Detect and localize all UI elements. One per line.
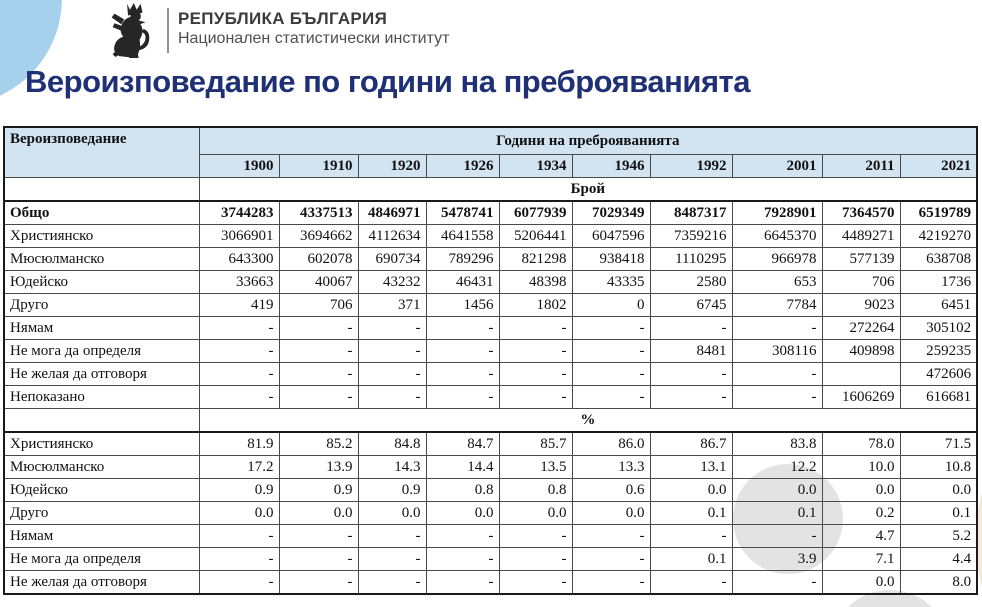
cell: - bbox=[499, 547, 572, 570]
cell: 84.7 bbox=[426, 432, 499, 456]
cell: - bbox=[732, 362, 822, 385]
cell bbox=[4, 177, 199, 201]
year-header: 2001 bbox=[732, 154, 822, 177]
table-row bbox=[4, 224, 977, 247]
cell: 6519789 bbox=[900, 201, 977, 225]
cell: - bbox=[499, 570, 572, 594]
cell: 0.0 bbox=[199, 501, 279, 524]
table-row bbox=[4, 270, 977, 293]
cell: 13.3 bbox=[572, 455, 650, 478]
cell: 3.9 bbox=[732, 547, 822, 570]
table-row bbox=[4, 547, 977, 570]
cell: 5.2 bbox=[900, 524, 977, 547]
table-row bbox=[4, 432, 977, 456]
cell: 308116 bbox=[732, 339, 822, 362]
cell: 71.5 bbox=[900, 432, 977, 456]
section-label-row bbox=[4, 177, 977, 201]
cell: - bbox=[650, 385, 732, 408]
cell: 8.0 bbox=[900, 570, 977, 594]
cell: 966978 bbox=[732, 247, 822, 270]
cell: - bbox=[572, 524, 650, 547]
cell: 4.7 bbox=[822, 524, 900, 547]
table-row bbox=[4, 501, 977, 524]
corner-header: Вероизповедание bbox=[4, 127, 199, 177]
table-row bbox=[4, 339, 977, 362]
cell: - bbox=[199, 362, 279, 385]
cell: 81.9 bbox=[199, 432, 279, 456]
cell: - bbox=[279, 385, 358, 408]
table-row bbox=[4, 247, 977, 270]
religion-census-table bbox=[3, 126, 978, 595]
cell: 1736 bbox=[900, 270, 977, 293]
cell: 821298 bbox=[499, 247, 572, 270]
cell: 84.8 bbox=[358, 432, 426, 456]
cell bbox=[822, 362, 900, 385]
cell: - bbox=[499, 524, 572, 547]
cell: 8481 bbox=[650, 339, 732, 362]
cell: - bbox=[358, 547, 426, 570]
cell: 43232 bbox=[358, 270, 426, 293]
cell: - bbox=[732, 385, 822, 408]
row-label: Юдейско bbox=[4, 270, 199, 293]
cell: 0.0 bbox=[426, 501, 499, 524]
cell: 7928901 bbox=[732, 201, 822, 225]
table-row bbox=[4, 570, 977, 594]
cell: 409898 bbox=[822, 339, 900, 362]
cell: - bbox=[358, 570, 426, 594]
cell: 0.8 bbox=[426, 478, 499, 501]
cell: - bbox=[499, 362, 572, 385]
row-label: Непоказано bbox=[4, 385, 199, 408]
cell: - bbox=[732, 524, 822, 547]
cell: 33663 bbox=[199, 270, 279, 293]
cell: 2580 bbox=[650, 270, 732, 293]
year-header: 1934 bbox=[499, 154, 572, 177]
row-label: Християнско bbox=[4, 432, 199, 456]
cell: 706 bbox=[822, 270, 900, 293]
group-header: Години на преброяванията bbox=[199, 127, 977, 154]
cell: - bbox=[499, 385, 572, 408]
row-label: Не желая да отговоря bbox=[4, 362, 199, 385]
table-row bbox=[4, 478, 977, 501]
cell: - bbox=[572, 316, 650, 339]
year-header: 2021 bbox=[900, 154, 977, 177]
cell: - bbox=[426, 385, 499, 408]
row-label: Друго bbox=[4, 293, 199, 316]
table-row bbox=[4, 524, 977, 547]
cell: - bbox=[426, 339, 499, 362]
row-label: Нямам bbox=[4, 524, 199, 547]
cell: 13.5 bbox=[499, 455, 572, 478]
year-header: 1900 bbox=[199, 154, 279, 177]
cell: 1456 bbox=[426, 293, 499, 316]
cell: 0.9 bbox=[199, 478, 279, 501]
cell: - bbox=[199, 570, 279, 594]
cell: 4112634 bbox=[358, 224, 426, 247]
cell: 14.4 bbox=[426, 455, 499, 478]
cell: 46431 bbox=[426, 270, 499, 293]
cell: 602078 bbox=[279, 247, 358, 270]
cell: 7359216 bbox=[650, 224, 732, 247]
cell: - bbox=[199, 385, 279, 408]
cell: 7029349 bbox=[572, 201, 650, 225]
cell: 259235 bbox=[900, 339, 977, 362]
cell: 3066901 bbox=[199, 224, 279, 247]
cell: 17.2 bbox=[199, 455, 279, 478]
cell: 0.0 bbox=[499, 501, 572, 524]
cell: 0.9 bbox=[358, 478, 426, 501]
cell: 7364570 bbox=[822, 201, 900, 225]
cell: 938418 bbox=[572, 247, 650, 270]
cell: 472606 bbox=[900, 362, 977, 385]
cell: - bbox=[199, 524, 279, 547]
cell: 3694662 bbox=[279, 224, 358, 247]
cell: 0.0 bbox=[732, 478, 822, 501]
cell: 13.1 bbox=[650, 455, 732, 478]
year-header: 1910 bbox=[279, 154, 358, 177]
cell: - bbox=[426, 362, 499, 385]
cell: 0.0 bbox=[572, 501, 650, 524]
cell: 78.0 bbox=[822, 432, 900, 456]
cell: 86.7 bbox=[650, 432, 732, 456]
row-label: Друго bbox=[4, 501, 199, 524]
section-label: Брой bbox=[199, 177, 977, 201]
cell: - bbox=[199, 339, 279, 362]
row-label: Мюсюлманско bbox=[4, 247, 199, 270]
cell: 10.0 bbox=[822, 455, 900, 478]
row-label: Нямам bbox=[4, 316, 199, 339]
cell: 6645370 bbox=[732, 224, 822, 247]
cell: 706 bbox=[279, 293, 358, 316]
cell: - bbox=[732, 316, 822, 339]
cell: 4641558 bbox=[426, 224, 499, 247]
logo-divider bbox=[167, 8, 169, 53]
cell: - bbox=[279, 570, 358, 594]
brand-text bbox=[178, 8, 449, 49]
section-label: % bbox=[199, 408, 977, 432]
table-row bbox=[4, 362, 977, 385]
cell: 8487317 bbox=[650, 201, 732, 225]
cell: - bbox=[199, 547, 279, 570]
group-header-row bbox=[4, 127, 977, 154]
row-label: Не желая да отговоря bbox=[4, 570, 199, 594]
cell: - bbox=[358, 385, 426, 408]
cell: 789296 bbox=[426, 247, 499, 270]
cell: 577139 bbox=[822, 247, 900, 270]
year-header: 1946 bbox=[572, 154, 650, 177]
cell: - bbox=[279, 547, 358, 570]
cell: - bbox=[358, 524, 426, 547]
year-header: 1920 bbox=[358, 154, 426, 177]
cell: 48398 bbox=[499, 270, 572, 293]
cell: 40067 bbox=[279, 270, 358, 293]
brand-institute: Национален статистически институт bbox=[178, 30, 450, 47]
table-row bbox=[4, 385, 977, 408]
cell: 4846971 bbox=[358, 201, 426, 225]
cell: 4337513 bbox=[279, 201, 358, 225]
cell: 14.3 bbox=[358, 455, 426, 478]
cell: - bbox=[358, 339, 426, 362]
cell: - bbox=[650, 570, 732, 594]
cell: 9023 bbox=[822, 293, 900, 316]
cell: 0.2 bbox=[822, 501, 900, 524]
cell: 0.0 bbox=[822, 478, 900, 501]
cell: - bbox=[572, 570, 650, 594]
row-label: Християнско bbox=[4, 224, 199, 247]
cell: - bbox=[279, 524, 358, 547]
page-title: Вероизповедание по години на преброяванията bbox=[25, 64, 750, 99]
cell: 653 bbox=[732, 270, 822, 293]
brand-country: РЕПУБЛИКА БЪЛГАРИЯ bbox=[178, 9, 388, 28]
cell: - bbox=[279, 362, 358, 385]
cell: 0.1 bbox=[732, 501, 822, 524]
cell: 643300 bbox=[199, 247, 279, 270]
cell: 4219270 bbox=[900, 224, 977, 247]
table-row bbox=[4, 293, 977, 316]
cell: 0.0 bbox=[358, 501, 426, 524]
cell: 0.8 bbox=[499, 478, 572, 501]
cell: 4.4 bbox=[900, 547, 977, 570]
cell: 690734 bbox=[358, 247, 426, 270]
cell: 5478741 bbox=[426, 201, 499, 225]
cell: - bbox=[358, 362, 426, 385]
cell: 43335 bbox=[572, 270, 650, 293]
row-label: Мюсюлманско bbox=[4, 455, 199, 478]
cell: 12.2 bbox=[732, 455, 822, 478]
cell: 6077939 bbox=[499, 201, 572, 225]
cell: - bbox=[279, 339, 358, 362]
row-label: Не мога да определя bbox=[4, 547, 199, 570]
cell: 3744283 bbox=[199, 201, 279, 225]
year-header: 2011 bbox=[822, 154, 900, 177]
row-label: Юдейско bbox=[4, 478, 199, 501]
cell: 7.1 bbox=[822, 547, 900, 570]
cell: 0.1 bbox=[650, 547, 732, 570]
cell: 1802 bbox=[499, 293, 572, 316]
cell: 0 bbox=[572, 293, 650, 316]
cell: - bbox=[650, 316, 732, 339]
cell: 5206441 bbox=[499, 224, 572, 247]
cell: 0.6 bbox=[572, 478, 650, 501]
cell: 371 bbox=[358, 293, 426, 316]
cell: - bbox=[572, 547, 650, 570]
row-label: Общо bbox=[4, 201, 199, 225]
cell: - bbox=[572, 385, 650, 408]
cell: 7784 bbox=[732, 293, 822, 316]
cell: 272264 bbox=[822, 316, 900, 339]
cell: - bbox=[426, 570, 499, 594]
section-label-row bbox=[4, 408, 977, 432]
cell: 1110295 bbox=[650, 247, 732, 270]
cell: - bbox=[572, 339, 650, 362]
cell: 1606269 bbox=[822, 385, 900, 408]
cell: 13.9 bbox=[279, 455, 358, 478]
cell: 85.7 bbox=[499, 432, 572, 456]
cell: - bbox=[572, 362, 650, 385]
year-header: 1992 bbox=[650, 154, 732, 177]
cell: 0.0 bbox=[650, 478, 732, 501]
cell: 419 bbox=[199, 293, 279, 316]
cell: - bbox=[732, 570, 822, 594]
cell: 0.1 bbox=[650, 501, 732, 524]
cell: 0.1 bbox=[900, 501, 977, 524]
cell: 83.8 bbox=[732, 432, 822, 456]
cell: 0.9 bbox=[279, 478, 358, 501]
cell: - bbox=[279, 316, 358, 339]
cell: 6451 bbox=[900, 293, 977, 316]
cell: 305102 bbox=[900, 316, 977, 339]
cell: 10.8 bbox=[900, 455, 977, 478]
cell: 638708 bbox=[900, 247, 977, 270]
cell: - bbox=[426, 547, 499, 570]
cell: 616681 bbox=[900, 385, 977, 408]
table-row bbox=[4, 316, 977, 339]
cell: 85.2 bbox=[279, 432, 358, 456]
cell: - bbox=[358, 316, 426, 339]
table-row bbox=[4, 201, 977, 225]
cell: 6047596 bbox=[572, 224, 650, 247]
cell: 0.0 bbox=[279, 501, 358, 524]
cell: - bbox=[650, 524, 732, 547]
cell: 4489271 bbox=[822, 224, 900, 247]
nsi-header bbox=[0, 0, 982, 60]
cell: 86.0 bbox=[572, 432, 650, 456]
cell: - bbox=[499, 316, 572, 339]
cell: - bbox=[650, 362, 732, 385]
cell: - bbox=[426, 524, 499, 547]
cell: - bbox=[499, 339, 572, 362]
table-row bbox=[4, 455, 977, 478]
year-header: 1926 bbox=[426, 154, 499, 177]
coat-of-arms-lion-icon bbox=[98, 2, 160, 58]
cell: 0.0 bbox=[822, 570, 900, 594]
cell: - bbox=[426, 316, 499, 339]
cell: 0.0 bbox=[900, 478, 977, 501]
row-label: Не мога да определя bbox=[4, 339, 199, 362]
cell: - bbox=[199, 316, 279, 339]
cell bbox=[4, 408, 199, 432]
cell: 6745 bbox=[650, 293, 732, 316]
